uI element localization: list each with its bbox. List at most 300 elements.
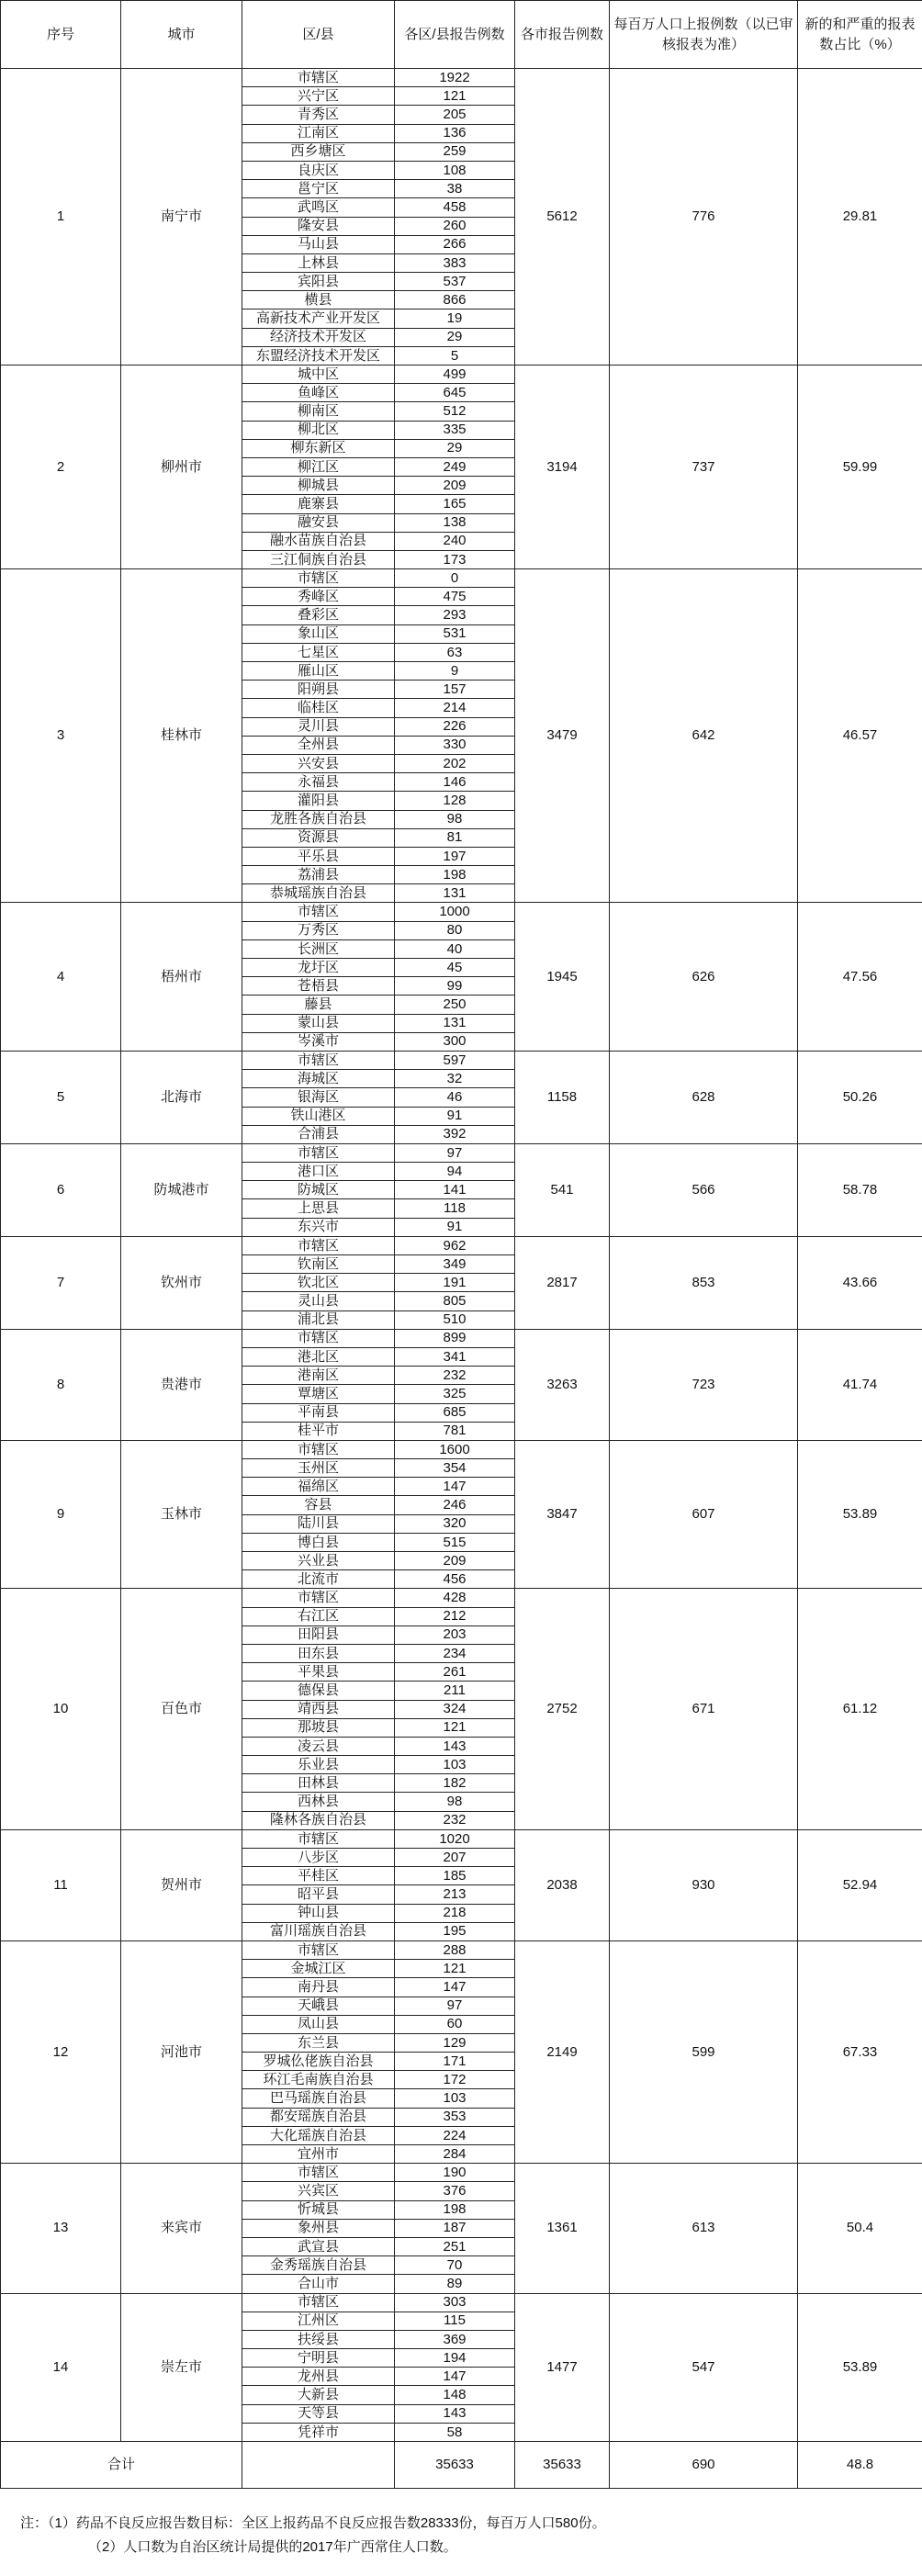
per-million-cell: 566 <box>610 1143 798 1236</box>
district-name: 昭平县 <box>242 1885 395 1904</box>
city-total-cell: 3263 <box>515 1329 610 1440</box>
header-district-count: 各区/县报告例数 <box>395 1 515 69</box>
district-name: 田东县 <box>242 1644 395 1662</box>
note-line-1: 注：（1）药品不良反应报告数目标：全区上报药品不良反应报告数28333份，每百万人口580份。 <box>20 2515 606 2531</box>
district-count: 0 <box>395 569 515 588</box>
district-name: 东兰县 <box>242 2033 395 2052</box>
district-name: 金秀瑶族自治县 <box>242 2256 395 2275</box>
district-name: 恭城瑶族自治县 <box>242 884 395 903</box>
district-count: 205 <box>395 106 515 124</box>
district-name: 钦北区 <box>242 1274 395 1292</box>
district-count: 58 <box>395 2423 515 2441</box>
district-count: 121 <box>395 1960 515 1978</box>
district-name: 兴业县 <box>242 1552 395 1570</box>
note-line-2: （2）人口数为自治区统计局提供的2017年广西常住人口数。 <box>88 2538 457 2555</box>
district-name: 福绵区 <box>242 1478 395 1496</box>
district-name: 合浦县 <box>242 1125 395 1143</box>
per-million-cell: 613 <box>610 2164 798 2293</box>
district-count: 288 <box>395 1940 515 1959</box>
district-name: 港南区 <box>242 1367 395 1385</box>
district-name: 象山区 <box>242 624 395 643</box>
district-name: 宾阳县 <box>242 273 395 291</box>
district-count: 190 <box>395 2164 515 2182</box>
district-count: 383 <box>395 253 515 272</box>
district-name: 资源县 <box>242 828 395 847</box>
district-count: 63 <box>395 643 515 661</box>
district-name: 天峨县 <box>242 1997 395 2015</box>
district-count: 512 <box>395 402 515 421</box>
district-name: 田阳县 <box>242 1625 395 1644</box>
district-count: 510 <box>395 1310 515 1329</box>
district-name: 北流市 <box>242 1570 395 1589</box>
district-name: 市辖区 <box>242 1143 395 1162</box>
table-row <box>1 1236 922 1254</box>
district-name: 平果县 <box>242 1663 395 1682</box>
district-name: 扶绥县 <box>242 2330 395 2348</box>
district-count: 131 <box>395 884 515 903</box>
district-name: 苍梧县 <box>242 977 395 996</box>
city-total-cell: 2817 <box>515 1236 610 1329</box>
district-count: 191 <box>395 1274 515 1292</box>
district-count: 45 <box>395 959 515 977</box>
district-count: 198 <box>395 2200 515 2219</box>
district-count: 335 <box>395 421 515 439</box>
district-name: 龙圩区 <box>242 959 395 977</box>
district-name: 柳江区 <box>242 457 395 476</box>
district-name: 容县 <box>242 1496 395 1514</box>
district-name: 江州区 <box>242 2312 395 2330</box>
district-count: 597 <box>395 1051 515 1069</box>
header-city: 城市 <box>121 1 242 69</box>
district-name: 龙州县 <box>242 2368 395 2386</box>
total-empty-cell <box>242 2442 395 2489</box>
district-count: 376 <box>395 2182 515 2200</box>
district-count: 29 <box>395 328 515 346</box>
table-row <box>1 1051 922 1069</box>
district-count: 320 <box>395 1514 515 1533</box>
district-count: 97 <box>395 1143 515 1162</box>
ratio-cell: 53.89 <box>798 2293 922 2442</box>
district-count: 962 <box>395 1236 515 1254</box>
district-name: 良庆区 <box>242 161 395 179</box>
district-name: 七星区 <box>242 643 395 661</box>
district-name: 柳城县 <box>242 477 395 495</box>
district-count: 866 <box>395 291 515 309</box>
district-count: 157 <box>395 681 515 699</box>
header-district: 区/县 <box>242 1 395 69</box>
district-count: 685 <box>395 1403 515 1422</box>
district-count: 115 <box>395 2312 515 2330</box>
district-count: 98 <box>395 1793 515 1811</box>
table-row <box>1 2293 922 2312</box>
district-count: 259 <box>395 142 515 161</box>
ratio-cell: 43.66 <box>798 1236 922 1329</box>
district-count: 147 <box>395 1478 515 1496</box>
seq-cell: 7 <box>1 1236 121 1329</box>
seq-cell: 6 <box>1 1143 121 1236</box>
district-count: 172 <box>395 2071 515 2089</box>
ratio-cell: 67.33 <box>798 1940 922 2163</box>
district-name: 港口区 <box>242 1163 395 1181</box>
district-name: 市辖区 <box>242 1589 395 1607</box>
district-count: 91 <box>395 1218 515 1236</box>
district-count: 392 <box>395 1125 515 1143</box>
district-count: 354 <box>395 1459 515 1478</box>
district-count: 325 <box>395 1385 515 1403</box>
district-count: 261 <box>395 1663 515 1682</box>
district-name: 大新县 <box>242 2386 395 2404</box>
ratio-cell: 47.56 <box>798 903 922 1052</box>
district-name: 灌阳县 <box>242 792 395 810</box>
district-name: 高新技术产业开发区 <box>242 309 395 328</box>
district-count: 147 <box>395 2368 515 2386</box>
city-total-cell: 2752 <box>515 1589 610 1829</box>
district-name: 兴宾区 <box>242 2182 395 2200</box>
district-name: 银海区 <box>242 1088 395 1107</box>
district-count: 240 <box>395 532 515 550</box>
district-count: 218 <box>395 1904 515 1922</box>
district-name: 江南区 <box>242 124 395 142</box>
district-name: 凤山县 <box>242 2015 395 2033</box>
district-count: 209 <box>395 1552 515 1570</box>
table-row <box>1 1940 922 1959</box>
district-name: 合山市 <box>242 2275 395 2293</box>
district-name: 上思县 <box>242 1199 395 1218</box>
district-name: 马山县 <box>242 235 395 253</box>
district-count: 284 <box>395 2145 515 2164</box>
city-total-cell: 1945 <box>515 903 610 1052</box>
district-count: 249 <box>395 457 515 476</box>
district-name: 融水苗族自治县 <box>242 532 395 550</box>
district-count: 207 <box>395 1849 515 1867</box>
table-body <box>1 69 922 2442</box>
district-name: 市辖区 <box>242 2293 395 2312</box>
district-count: 131 <box>395 1014 515 1032</box>
seq-cell: 5 <box>1 1051 121 1143</box>
per-million-cell: 547 <box>610 2293 798 2442</box>
district-name: 海城区 <box>242 1070 395 1088</box>
header-row <box>1 1 922 69</box>
district-name: 雁山区 <box>242 662 395 681</box>
district-count: 645 <box>395 384 515 402</box>
table-row <box>1 903 922 921</box>
seq-cell: 14 <box>1 2293 121 2442</box>
total-row <box>1 2442 922 2489</box>
district-name: 柳北区 <box>242 421 395 439</box>
city-total-cell: 2038 <box>515 1829 610 1940</box>
district-name: 叠彩区 <box>242 606 395 624</box>
city-cell: 河池市 <box>121 1940 242 2163</box>
per-million-cell: 671 <box>610 1589 798 1829</box>
city-cell: 崇左市 <box>121 2293 242 2442</box>
district-name: 富川瑶族自治县 <box>242 1922 395 1940</box>
district-count: 40 <box>395 939 515 958</box>
district-count: 369 <box>395 2330 515 2348</box>
seq-cell: 3 <box>1 569 121 903</box>
district-name: 铁山港区 <box>242 1107 395 1125</box>
district-count: 353 <box>395 2108 515 2126</box>
district-name: 市辖区 <box>242 569 395 588</box>
per-million-cell: 737 <box>610 366 798 569</box>
district-count: 129 <box>395 2033 515 2052</box>
ratio-cell: 50.4 <box>798 2164 922 2293</box>
district-name: 西林县 <box>242 1793 395 1811</box>
district-name: 青秀区 <box>242 106 395 124</box>
per-million-cell: 642 <box>610 569 798 903</box>
district-name: 陆川县 <box>242 1514 395 1533</box>
district-name: 岑溪市 <box>242 1032 395 1051</box>
city-cell: 百色市 <box>121 1589 242 1829</box>
district-name: 右江区 <box>242 1607 395 1625</box>
district-name: 市辖区 <box>242 2164 395 2182</box>
district-count: 91 <box>395 1107 515 1125</box>
district-name: 南丹县 <box>242 1978 395 1997</box>
district-count: 98 <box>395 810 515 828</box>
district-count: 515 <box>395 1533 515 1551</box>
district-name: 平桂区 <box>242 1867 395 1885</box>
district-count: 38 <box>395 180 515 198</box>
table-row <box>1 1589 922 1607</box>
district-name: 横县 <box>242 291 395 309</box>
district-count: 1922 <box>395 69 515 87</box>
district-name: 蒙山县 <box>242 1014 395 1032</box>
district-name: 长洲区 <box>242 939 395 958</box>
district-name: 临桂区 <box>242 699 395 717</box>
header-ratio: 新的和严重的报表数占比（%） <box>798 1 922 69</box>
district-name: 宁明县 <box>242 2349 395 2368</box>
district-name: 靖西县 <box>242 1700 395 1718</box>
city-total-cell: 3194 <box>515 366 610 569</box>
district-count: 224 <box>395 2126 515 2144</box>
table-row <box>1 569 922 588</box>
district-name: 都安瑶族自治县 <box>242 2108 395 2126</box>
district-name: 柳南区 <box>242 402 395 421</box>
district-name: 上林县 <box>242 253 395 272</box>
ratio-cell: 46.57 <box>798 569 922 903</box>
city-cell: 来宾市 <box>121 2164 242 2293</box>
district-count: 537 <box>395 273 515 291</box>
district-count: 250 <box>395 996 515 1014</box>
city-total-cell: 2149 <box>515 1940 610 2163</box>
city-cell: 桂林市 <box>121 569 242 903</box>
district-name: 市辖区 <box>242 1236 395 1254</box>
district-count: 108 <box>395 161 515 179</box>
district-count: 226 <box>395 717 515 736</box>
per-million-cell: 853 <box>610 1236 798 1329</box>
district-name: 武鸣区 <box>242 198 395 217</box>
district-name: 武宣县 <box>242 2237 395 2255</box>
seq-cell: 4 <box>1 903 121 1052</box>
district-count: 251 <box>395 2237 515 2255</box>
district-count: 5 <box>395 346 515 365</box>
ratio-cell: 29.81 <box>798 69 922 366</box>
district-count: 197 <box>395 847 515 865</box>
district-count: 89 <box>395 2275 515 2293</box>
district-count: 121 <box>395 87 515 106</box>
district-count: 341 <box>395 1347 515 1366</box>
district-count: 330 <box>395 736 515 754</box>
district-name: 市辖区 <box>242 1940 395 1959</box>
seq-cell: 9 <box>1 1440 121 1589</box>
district-count: 234 <box>395 1644 515 1662</box>
district-count: 128 <box>395 792 515 810</box>
district-name: 德保县 <box>242 1682 395 1700</box>
district-count: 121 <box>395 1718 515 1737</box>
district-name: 象州县 <box>242 2219 395 2237</box>
district-count: 212 <box>395 1607 515 1625</box>
district-count: 781 <box>395 1422 515 1440</box>
city-total-cell: 1477 <box>515 2293 610 2442</box>
district-name: 忻城县 <box>242 2200 395 2219</box>
district-count: 428 <box>395 1589 515 1607</box>
total-label: 合计 <box>1 2442 242 2489</box>
district-count: 324 <box>395 1700 515 1718</box>
ratio-cell: 58.78 <box>798 1143 922 1236</box>
district-name: 宜州市 <box>242 2145 395 2164</box>
city-cell: 贵港市 <box>121 1329 242 1440</box>
per-million-cell: 626 <box>610 903 798 1052</box>
district-name: 灵川县 <box>242 717 395 736</box>
district-count: 171 <box>395 2053 515 2071</box>
seq-cell: 2 <box>1 366 121 569</box>
district-name: 阳朔县 <box>242 681 395 699</box>
district-name: 兴安县 <box>242 754 395 772</box>
district-name: 玉州区 <box>242 1459 395 1478</box>
district-count: 165 <box>395 495 515 513</box>
district-count: 456 <box>395 1570 515 1589</box>
district-name: 市辖区 <box>242 903 395 921</box>
district-count: 475 <box>395 588 515 606</box>
district-count: 103 <box>395 1756 515 1774</box>
header-seq: 序号 <box>1 1 121 69</box>
total-per-million: 690 <box>610 2442 798 2489</box>
district-count: 173 <box>395 550 515 568</box>
notes <box>0 2512 922 2559</box>
district-name: 桂平市 <box>242 1422 395 1440</box>
seq-cell: 12 <box>1 1940 121 2163</box>
district-name: 乐业县 <box>242 1756 395 1774</box>
district-name: 东盟经济技术开发区 <box>242 346 395 365</box>
district-name: 市辖区 <box>242 1440 395 1458</box>
district-name: 经济技术开发区 <box>242 328 395 346</box>
district-count: 499 <box>395 366 515 384</box>
city-cell: 玉林市 <box>121 1440 242 1589</box>
district-count: 182 <box>395 1774 515 1793</box>
district-name: 市辖区 <box>242 1829 395 1848</box>
district-count: 805 <box>395 1292 515 1310</box>
district-count: 81 <box>395 828 515 847</box>
district-name: 凭祥市 <box>242 2423 395 2441</box>
district-name: 浦北县 <box>242 1310 395 1329</box>
per-million-cell: 628 <box>610 1051 798 1143</box>
district-name: 那坡县 <box>242 1718 395 1737</box>
city-cell: 柳州市 <box>121 366 242 569</box>
seq-cell: 11 <box>1 1829 121 1940</box>
district-name: 藤县 <box>242 996 395 1014</box>
total-district-count: 35633 <box>395 2442 515 2489</box>
per-million-cell: 723 <box>610 1329 798 1440</box>
district-name: 田林县 <box>242 1774 395 1793</box>
district-count: 198 <box>395 866 515 884</box>
district-name: 灵山县 <box>242 1292 395 1310</box>
city-cell: 北海市 <box>121 1051 242 1143</box>
header-city-count: 各市报告例数 <box>515 1 610 69</box>
table-row <box>1 1440 922 1458</box>
city-total-cell: 3479 <box>515 569 610 903</box>
district-count: 97 <box>395 1997 515 2015</box>
district-count: 46 <box>395 1088 515 1107</box>
city-cell: 贺州市 <box>121 1829 242 1940</box>
district-name: 博白县 <box>242 1533 395 1551</box>
district-count: 266 <box>395 235 515 253</box>
district-name: 西乡塘区 <box>242 142 395 161</box>
district-count: 118 <box>395 1199 515 1218</box>
district-name: 东兴市 <box>242 1218 395 1236</box>
district-name: 永福县 <box>242 773 395 792</box>
district-count: 9 <box>395 662 515 681</box>
district-count: 303 <box>395 2293 515 2312</box>
total-ratio: 48.8 <box>798 2442 922 2489</box>
district-count: 246 <box>395 1496 515 1514</box>
city-cell: 南宁市 <box>121 69 242 366</box>
ratio-cell: 61.12 <box>798 1589 922 1829</box>
district-count: 209 <box>395 477 515 495</box>
district-count: 60 <box>395 2015 515 2033</box>
district-count: 1000 <box>395 903 515 921</box>
district-name: 天等县 <box>242 2404 395 2423</box>
district-count: 211 <box>395 1682 515 1700</box>
district-name: 罗城仫佬族自治县 <box>242 2053 395 2071</box>
district-count: 94 <box>395 1163 515 1181</box>
district-count: 458 <box>395 198 515 217</box>
district-name: 市辖区 <box>242 69 395 87</box>
district-name: 钦南区 <box>242 1255 395 1274</box>
district-name: 三江侗族自治县 <box>242 550 395 568</box>
district-name: 覃塘区 <box>242 1385 395 1403</box>
district-count: 32 <box>395 1070 515 1088</box>
district-name: 隆安县 <box>242 217 395 235</box>
district-count: 136 <box>395 124 515 142</box>
district-name: 秀峰区 <box>242 588 395 606</box>
table-row <box>1 69 922 87</box>
district-count: 531 <box>395 624 515 643</box>
district-count: 141 <box>395 1181 515 1199</box>
district-name: 城中区 <box>242 366 395 384</box>
district-name: 龙胜各族自治县 <box>242 810 395 828</box>
district-name: 柳东新区 <box>242 439 395 457</box>
district-name: 市辖区 <box>242 1051 395 1069</box>
per-million-cell: 776 <box>610 69 798 366</box>
district-count: 1600 <box>395 1440 515 1458</box>
ratio-cell: 50.26 <box>798 1051 922 1143</box>
ratio-cell: 53.89 <box>798 1440 922 1589</box>
district-count: 349 <box>395 1255 515 1274</box>
table-row <box>1 2164 922 2182</box>
seq-cell: 8 <box>1 1329 121 1440</box>
per-million-cell: 599 <box>610 1940 798 2163</box>
city-total-cell: 3847 <box>515 1440 610 1589</box>
header-per-million: 每百万人口上报例数（以已审核报表为准） <box>610 1 798 69</box>
district-name: 大化瑶族自治县 <box>242 2126 395 2144</box>
district-name: 融安县 <box>242 513 395 532</box>
district-count: 185 <box>395 1867 515 1885</box>
district-name: 八步区 <box>242 1849 395 1867</box>
district-name: 防城区 <box>242 1181 395 1199</box>
district-count: 148 <box>395 2386 515 2404</box>
district-count: 143 <box>395 2404 515 2423</box>
seq-cell: 1 <box>1 69 121 366</box>
city-total-cell: 1361 <box>515 2164 610 2293</box>
